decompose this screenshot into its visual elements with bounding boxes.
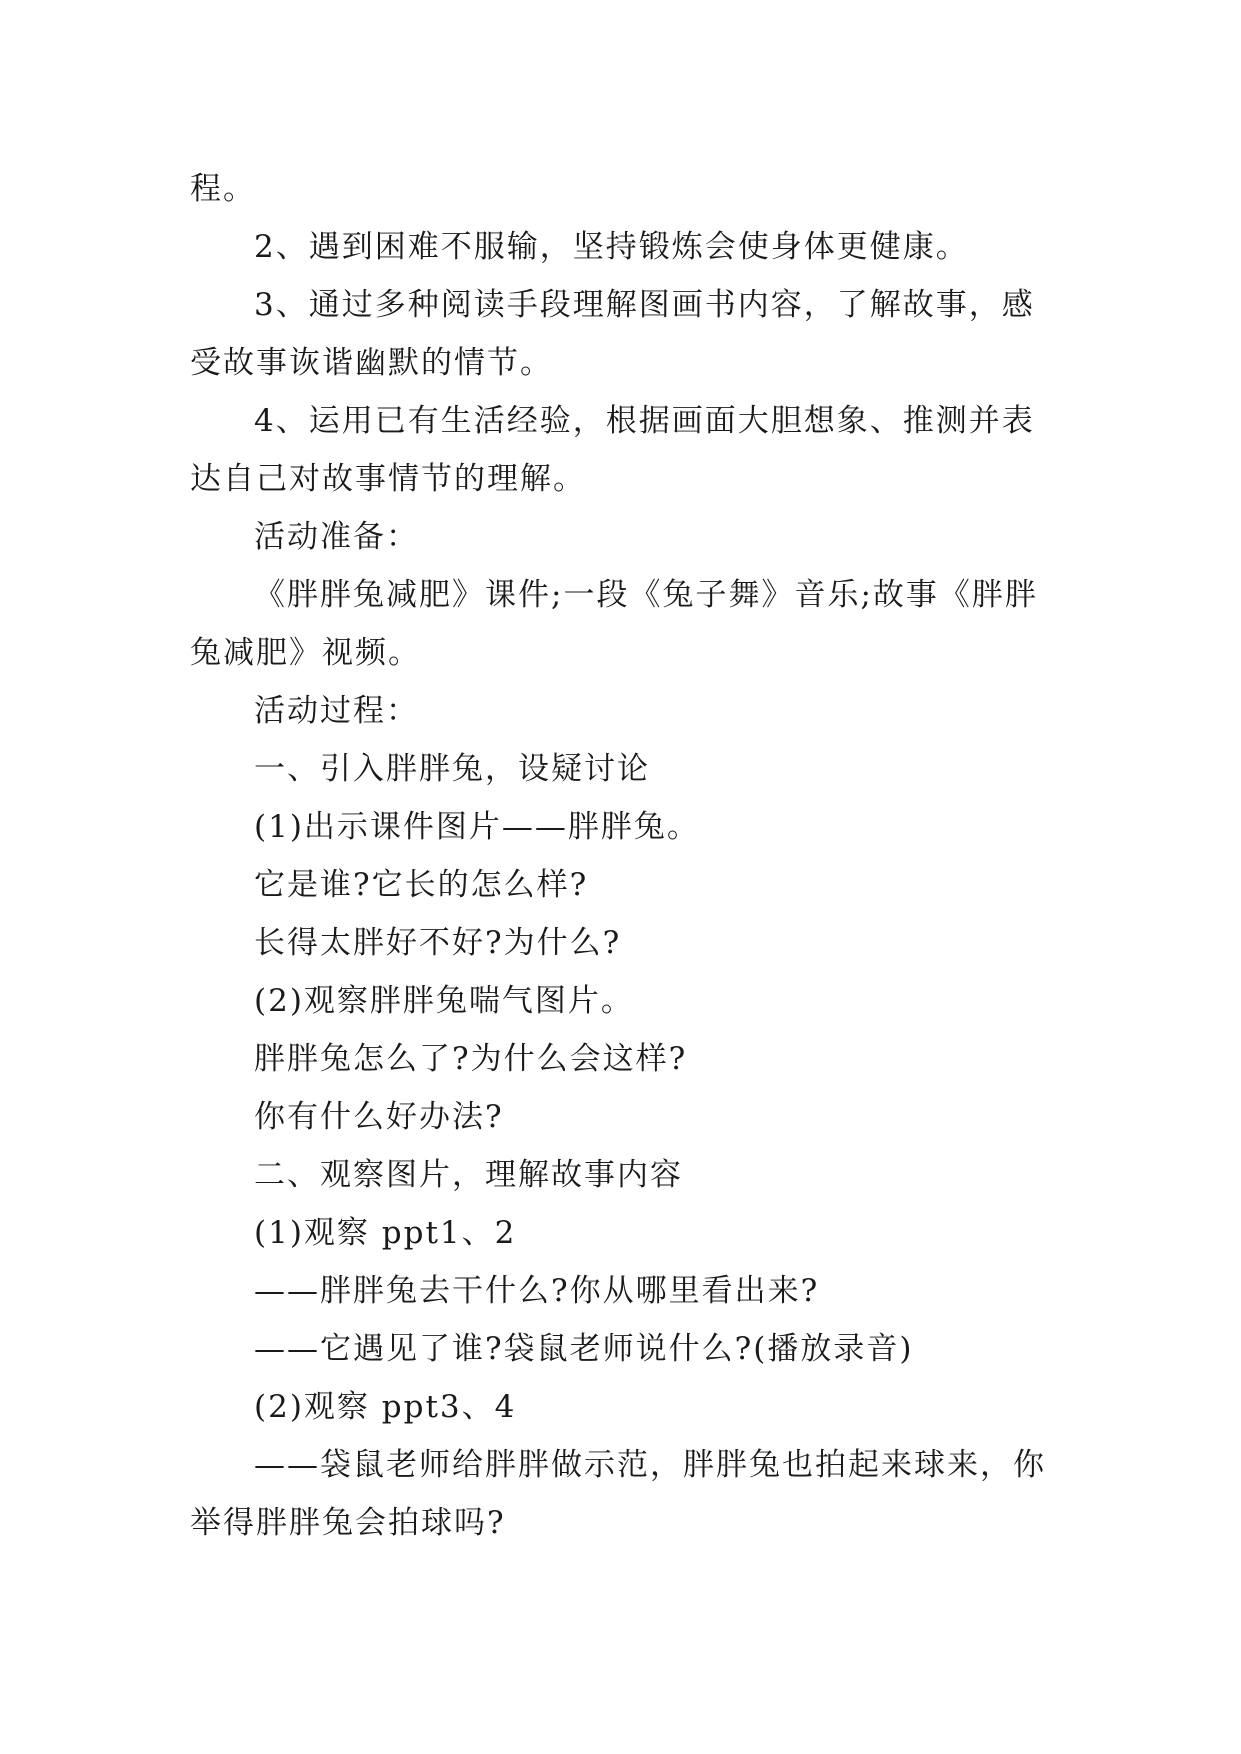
question-line: 它是谁?它长的怎么样? bbox=[254, 867, 589, 903]
paragraph-objective-3: 3、通过多种阅读手段理解图画书内容，了解故事，感受故事诙谐幽默的情节。 bbox=[190, 287, 1035, 381]
paragraph-preparation: 《胖胖兔减肥》课件;一段《兔子舞》音乐;故事《胖胖兔减肥》视频。 bbox=[190, 577, 1038, 671]
section-heading-2: 二、观察图片，理解故事内容 bbox=[254, 1157, 683, 1193]
list-item: (1)出示课件图片——胖胖兔。 bbox=[254, 809, 700, 845]
question-line: 胖胖兔怎么了?为什么会这样? bbox=[254, 1041, 688, 1077]
question-line: 长得太胖好不好?为什么? bbox=[254, 925, 622, 961]
list-item: (2)观察胖胖兔喘气图片。 bbox=[254, 983, 634, 1019]
question-line: ——它遇见了谁?袋鼠老师说什么?(播放录音) bbox=[254, 1331, 914, 1367]
document-body bbox=[190, 160, 1050, 1552]
heading-preparation: 活动准备： bbox=[254, 519, 419, 555]
section-heading-1: 一、引入胖胖兔，设疑讨论 bbox=[254, 751, 650, 787]
question-line: ——胖胖兔去干什么?你从哪里看出来? bbox=[254, 1273, 820, 1309]
question-paragraph: ——袋鼠老师给胖胖做示范，胖胖兔也拍起来球来，你举得胖胖兔会拍球吗? bbox=[190, 1447, 1046, 1541]
paragraph-objective-1-end: 程。 bbox=[190, 171, 256, 207]
paragraph-objective-2: 2、遇到困难不服输，坚持锻炼会使身体更健康。 bbox=[254, 229, 969, 265]
list-item: (2)观察 ppt3、4 bbox=[254, 1389, 517, 1425]
list-item: (1)观察 ppt1、2 bbox=[254, 1215, 517, 1251]
heading-process: 活动过程： bbox=[254, 693, 419, 729]
question-line: 你有什么好办法? bbox=[254, 1099, 504, 1135]
paragraph-objective-4: 4、运用已有生活经验，根据画面大胆想象、推测并表达自己对故事情节的理解。 bbox=[190, 403, 1035, 497]
